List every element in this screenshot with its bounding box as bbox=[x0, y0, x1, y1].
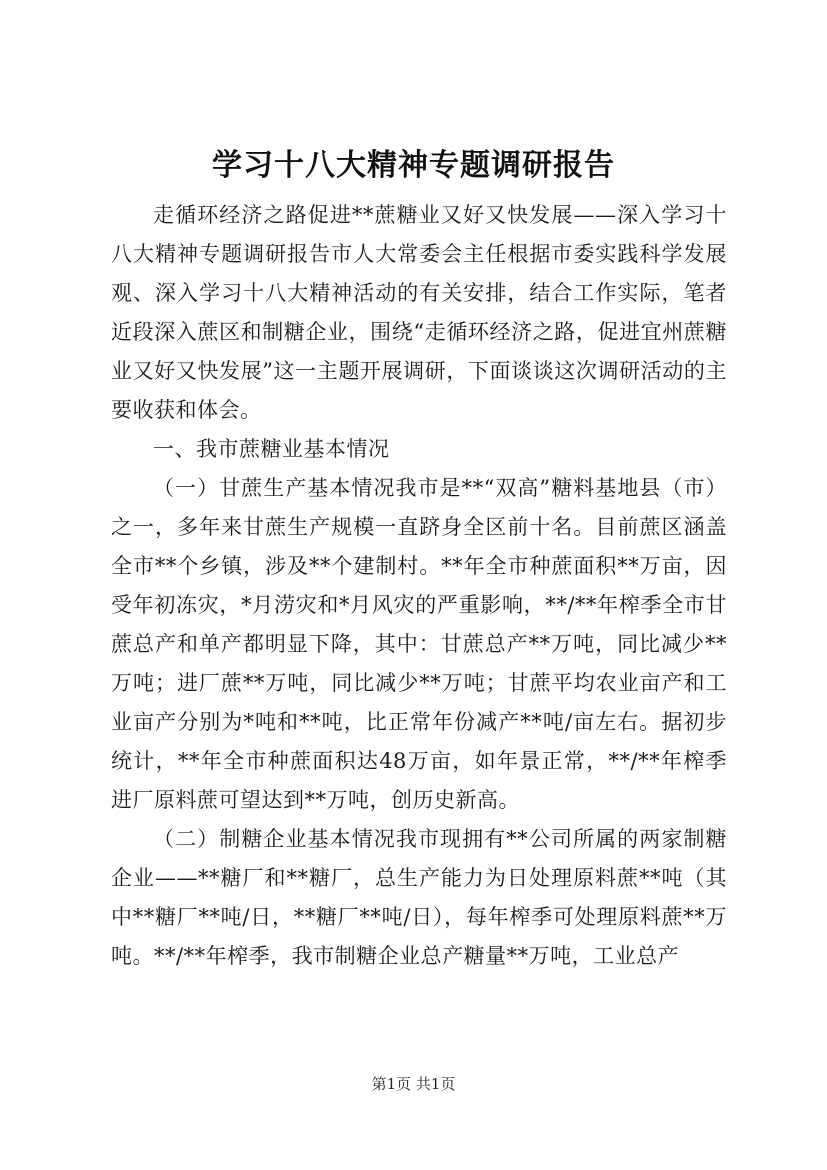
document-body bbox=[111, 196, 727, 976]
subsection-paragraph-1: （一）甘蔗生产基本情况我市是**“双高”糖料基地县（市）之一，多年来甘蔗生产规模一直跻身全区前十名。目前蔗区涵盖全市**个乡镇，涉及**个建制村。**年全市种蔗面积**万亩，因受年初冻灾，*月涝灾和*月风灾的严重影响，**/**年榨季全市甘蔗总产和单产都明显下降，其中：甘蔗总产**万吨，同比减少**万吨；进厂蔗**万吨，同比减少**万吨；甘蔗平均农业亩产和工业亩产分别为*吨和**吨，比正常年份减产**吨/亩左右。据初步统计，**年全市种蔗面积达48万亩，如年景正常，**/**年榨季进厂原料蔗可望达到**万吨，创历史新高。 bbox=[111, 476, 727, 812]
section-heading-1: 一、我市蔗糖业基本情况 bbox=[153, 437, 390, 461]
intro-paragraph: 走循环经济之路促进**蔗糖业又好又快发展——深入学习十八大精神专题调研报告市人大常委会主任根据市委实践科学发展观、深入学习十八大精神活动的有关安排，结合工作实际，笔者近段深入蔗区和制糖企业，围绕“走循环经济之路，促进宜州蔗糖业又好又快发展”这一主题开展调研，下面谈谈这次调研活动的主要收获和体会。 bbox=[111, 203, 727, 422]
page-footer: 第1页 共1页 bbox=[371, 1075, 456, 1093]
subsection-paragraph-2: （二）制糖企业基本情况我市现拥有**公司所属的两家制糖企业——**糖厂和**糖厂，总生产能力为日处理原料蔗**吨（其中**糖厂**吨/日，**糖厂**吨/日），每年榨季可处理原料蔗**万吨。**/**年榨季，我市制糖企业总产糖量**万吨，工业总产 bbox=[111, 827, 727, 968]
page-title: 学习十八大精神专题调研报告 bbox=[212, 148, 615, 183]
